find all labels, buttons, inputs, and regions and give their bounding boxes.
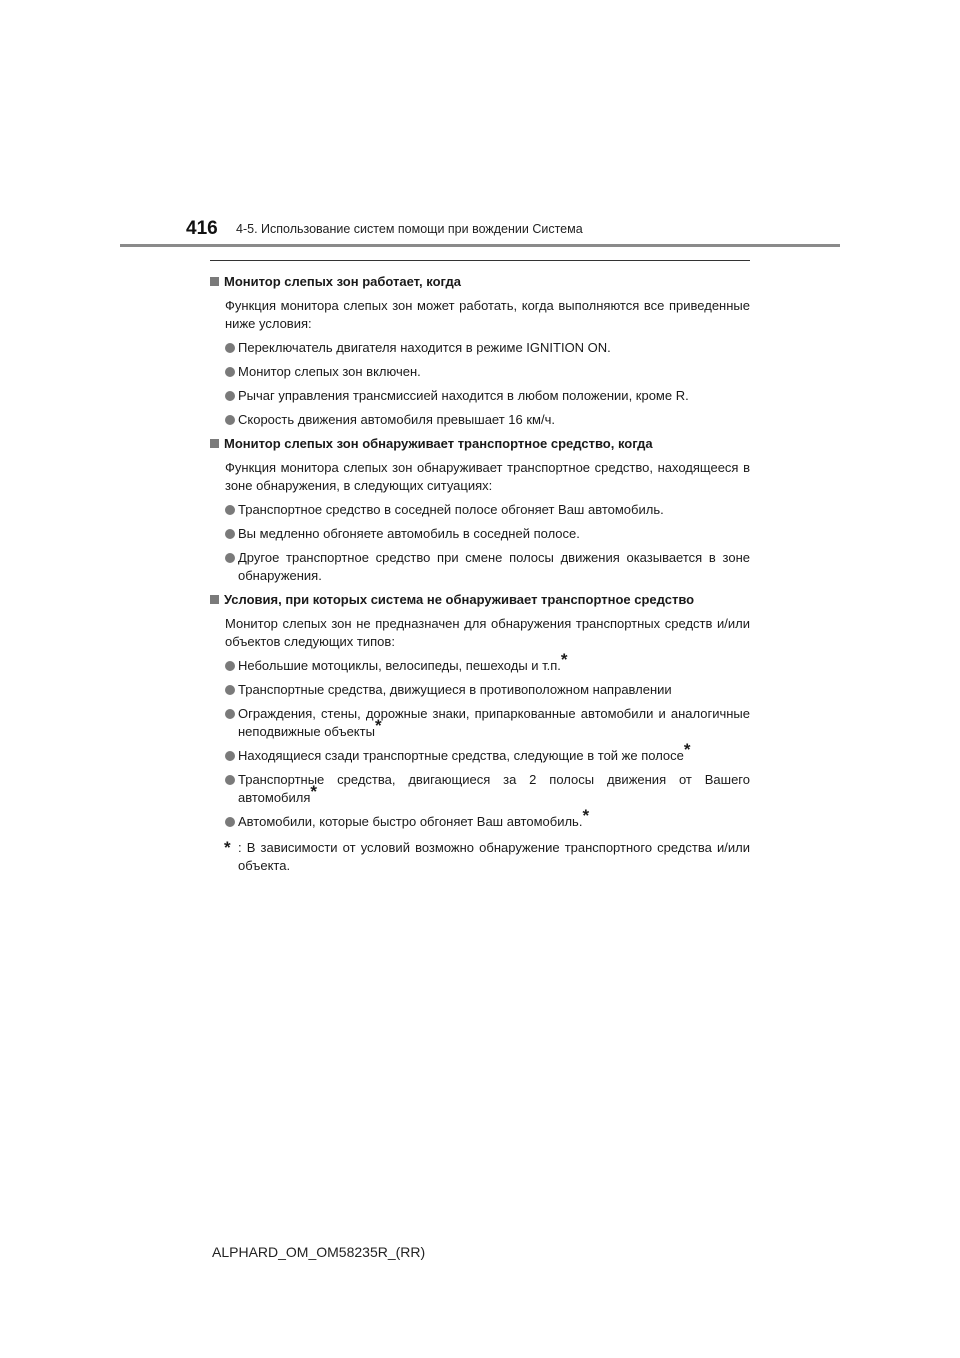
- list-item-text: Автомобили, которые быстро обгоняет Ваш автомобиль.: [238, 814, 583, 829]
- list-item-text: Вы медленно обгоняете автомобиль в соседней полосе.: [238, 526, 580, 541]
- footnote-marker-icon: *: [582, 806, 590, 825]
- footnote-text: : В зависимости от условий возможно обнаружение транспортного средства и/или объекта.: [238, 840, 750, 873]
- content-divider: [210, 260, 750, 261]
- footnote: [210, 839, 750, 875]
- page-content: [210, 268, 750, 875]
- section-title: 4-5. Использование систем помощи при вождении Система: [236, 222, 583, 236]
- list-item: [210, 705, 750, 741]
- list-item: [210, 740, 750, 765]
- list-item-text: Транспортное средство в соседней полосе обгоняет Ваш автомобиль.: [238, 502, 664, 517]
- square-bullet-icon: [210, 595, 219, 604]
- list-item-text: Рычаг управления трансмиссией находится в любом положении, кроме R.: [238, 388, 689, 403]
- section-heading: [210, 435, 750, 453]
- round-bullet-icon: [225, 661, 235, 671]
- list-item: [210, 363, 750, 381]
- header-divider: [120, 244, 840, 247]
- footnote-marker-icon: *: [224, 838, 231, 857]
- document-code: ALPHARD_OM_OM58235R_(RR): [212, 1244, 426, 1260]
- list-item-text: Монитор слепых зон включен.: [238, 364, 421, 379]
- section-heading-text: Условия, при которых система не обнаруживает транспортное средство: [224, 592, 695, 607]
- round-bullet-icon: [225, 553, 235, 563]
- list-item: [210, 549, 750, 585]
- round-bullet-icon: [225, 685, 235, 695]
- list-item: [210, 525, 750, 543]
- round-bullet-icon: [225, 343, 235, 353]
- list-item: [210, 501, 750, 519]
- list-item: [210, 339, 750, 357]
- list-item-text: Другое транспортное средство при смене полосы движения оказывается в зоне обнаружения.: [238, 550, 750, 583]
- section-heading-text: Монитор слепых зон обнаруживает транспортное средство, когда: [224, 436, 653, 451]
- list-item: [210, 650, 750, 675]
- list-item: [210, 681, 750, 699]
- round-bullet-icon: [225, 751, 235, 761]
- round-bullet-icon: [225, 709, 235, 719]
- footnote-marker-icon: *: [310, 782, 318, 801]
- round-bullet-icon: [225, 415, 235, 425]
- section-intro: Функция монитора слепых зон может работать, когда выполняются все приведенные ниже условия:: [225, 298, 750, 331]
- round-bullet-icon: [225, 505, 235, 515]
- round-bullet-icon: [225, 367, 235, 377]
- footnote-marker-icon: *: [374, 716, 382, 735]
- list-item: [210, 806, 750, 831]
- list-item-text: Транспортные средства, движущиеся в противоположном направлении: [238, 682, 672, 697]
- page-number: 416: [186, 218, 218, 239]
- round-bullet-icon: [225, 817, 235, 827]
- footnote-marker-icon: *: [560, 650, 568, 669]
- footnote-marker-icon: *: [683, 740, 691, 759]
- section-heading: [210, 273, 750, 291]
- round-bullet-icon: [225, 391, 235, 401]
- section-heading-text: Монитор слепых зон работает, когда: [224, 274, 461, 289]
- round-bullet-icon: [225, 775, 235, 785]
- round-bullet-icon: [225, 529, 235, 539]
- list-item: [210, 387, 750, 405]
- list-item-text: Небольшие мотоциклы, велосипеды, пешеходы и т.п.: [238, 658, 561, 673]
- list-item-text: Транспортные средства, двигающиеся за 2 полосы движения от Вашего автомобиля: [238, 772, 750, 805]
- section-intro: Функция монитора слепых зон обнаруживает транспортное средство, находящееся в зоне обнаружения, в следующих ситуациях:: [225, 460, 750, 493]
- list-item-text: Скорость движения автомобиля превышает 16 км/ч.: [238, 412, 555, 427]
- square-bullet-icon: [210, 277, 219, 286]
- list-item: [210, 411, 750, 429]
- list-item-text: Ограждения, стены, дорожные знаки, припаркованные автомобили и аналогичные неподвижные объекты: [238, 706, 750, 739]
- list-item-text: Переключатель двигателя находится в режиме IGNITION ON.: [238, 340, 611, 355]
- list-item-text: Находящиеся сзади транспортные средства, следующие в той же полосе: [238, 748, 684, 763]
- section-heading: [210, 591, 750, 609]
- section-intro: Монитор слепых зон не предназначен для обнаружения транспортных средств и/или объектов следующих типов:: [225, 616, 750, 649]
- square-bullet-icon: [210, 439, 219, 448]
- list-item: [210, 771, 750, 807]
